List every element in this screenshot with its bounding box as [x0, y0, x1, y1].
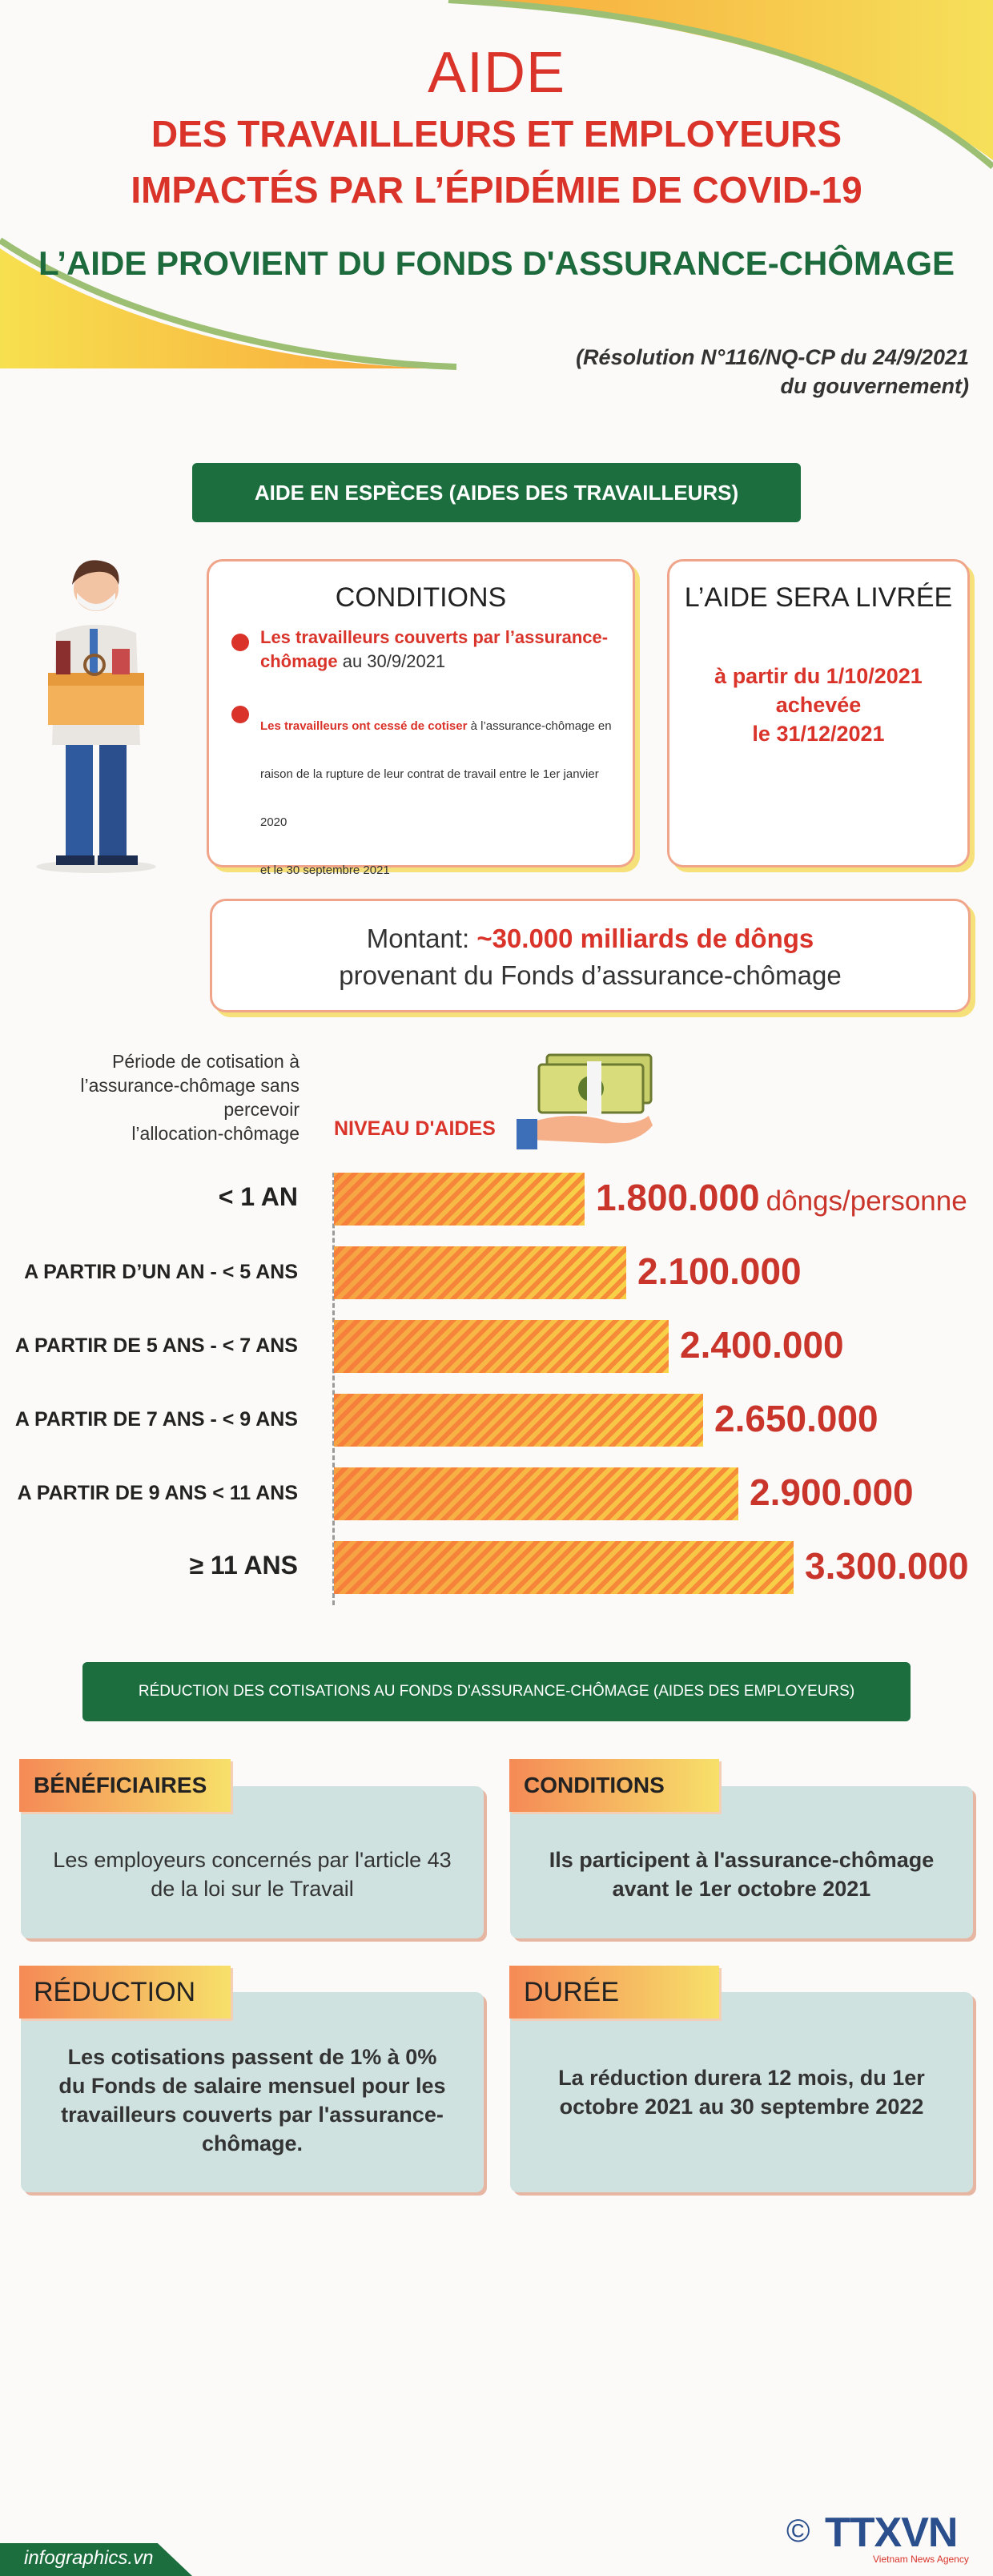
category-header-line: l’assurance-chômage sans [80, 1075, 300, 1096]
bullet-icon [231, 706, 249, 723]
chart-value-header: NIVEAU D'AIDES [334, 1117, 496, 1140]
bar-value-label: 2.100.000 [637, 1250, 802, 1292]
title-line-1: DES TRAVAILLEURS ET EMPLOYEURS [151, 113, 842, 155]
duree-heading: DURÉE [509, 1966, 719, 2019]
chart-category-header [48, 1049, 300, 1145]
bar-shade [334, 1394, 703, 1447]
delivery-title: L’AIDE SERA LIVRÉE [684, 582, 953, 613]
condition-item-2-rest: à l’assurance-chômage en [467, 719, 612, 733]
money-hand-icon [517, 1045, 661, 1149]
amount-value: ~30.000 milliards de dôngs [476, 924, 814, 953]
bullet-icon [231, 634, 249, 651]
delivery-line-2: achevée [775, 693, 862, 717]
condition-item-2-line-2: raison de la rupture de leur contrat de travail entre le 1er janvier 2020 [260, 767, 599, 829]
bar-shade [334, 1467, 738, 1520]
unit-label: dôngs/personne [766, 1185, 967, 1217]
resolution-line-1: (Résolution N°116/NQ-CP du 24/9/2021 [576, 345, 969, 369]
conditions-card [207, 559, 635, 877]
resolution-note [408, 343, 969, 400]
condition-item-2-line-3: et le 30 septembre 2021 [260, 863, 390, 877]
bar-value-label: 3.300.000 [805, 1545, 969, 1587]
reduction-heading: RÉDUCTION [19, 1966, 231, 2019]
page-title: AIDE [427, 41, 566, 105]
condition-item-1-bold: Les travailleurs couverts par l’assurance-chômage [260, 627, 609, 671]
conditions-employer-text: Ils participent à l'assurance-chômage avant le 1er octobre 2021 [549, 1848, 935, 1901]
bar [334, 1320, 669, 1373]
delivery-dates [669, 662, 967, 748]
ttxvn-logo: TTXVN [825, 2510, 958, 2556]
bar-shade [334, 1320, 669, 1373]
bar-category-label: ≥ 11 ANS [189, 1551, 298, 1580]
bar-value-label: 2.650.000 [714, 1398, 878, 1439]
bar [334, 1541, 794, 1594]
bar-value-label: 1.800.000 dôngs/personne [596, 1177, 967, 1218]
amount-card [210, 899, 971, 1012]
reduction-text: Les cotisations passent de 1% à 0% du Fonds de salaire mensuel pour les travailleurs couverts par l'assurance-chômage. [58, 2045, 446, 2155]
logo-subtitle: Vietnam News Agency [873, 2554, 969, 2565]
category-header-line: l’allocation-chômage [131, 1123, 300, 1144]
beneficiaires-heading: BÉNÉFICIAIRES [19, 1759, 231, 1812]
category-header-line: percevoir [223, 1099, 300, 1120]
bar-value-label: 2.400.000 [680, 1324, 844, 1366]
bar-category-label: < 1 AN [218, 1182, 298, 1211]
amount-line-1 [212, 924, 968, 954]
conditions-employer-heading: CONDITIONS [509, 1759, 719, 1812]
bar-shade [334, 1541, 794, 1594]
aid-level-chart [0, 1161, 993, 1610]
section1-banner: AIDE EN ESPÈCES (AIDES DES TRAVAILLEURS) [192, 463, 801, 522]
bar-shade [334, 1246, 626, 1299]
title-line-2: IMPACTÉS PAR L’ÉPIDÉMIE DE COVID-19 [131, 169, 862, 211]
chart-axis [332, 1173, 335, 1605]
duree-card [510, 1992, 973, 2192]
delivery-line-1: à partir du 1/10/2021 [714, 664, 923, 688]
condition-item-1 [260, 626, 613, 674]
bar-shade [334, 1173, 585, 1226]
category-header-line: Période de cotisation à [112, 1051, 300, 1072]
section2-banner: RÉDUCTION DES COTISATIONS AU FONDS D'ASSURANCE-CHÔMAGE (AIDES DES EMPLOYEURS) [82, 1662, 911, 1721]
bar-value-label: 2.900.000 [750, 1471, 914, 1513]
bar [334, 1246, 626, 1299]
condition-item-2 [260, 702, 621, 895]
delivery-card [667, 559, 970, 867]
bar [334, 1173, 585, 1226]
delivery-line-3: le 31/12/2021 [752, 722, 885, 746]
footer-source: infographics.vn [24, 2547, 154, 2569]
bar [334, 1467, 738, 1520]
condition-item-1-rest: au 30/9/2021 [337, 651, 446, 671]
reduction-card [21, 1992, 484, 2192]
conditions-title: CONDITIONS [335, 582, 507, 613]
duree-text: La réduction durera 12 mois, du 1er octobre 2021 au 30 septembre 2022 [558, 2066, 925, 2119]
amount-prefix: Montant: [366, 924, 477, 953]
condition-item-2-bold: Les travailleurs ont cessé de cotiser [260, 719, 468, 733]
bar-category-label: A PARTIR D’UN AN - < 5 ANS [24, 1261, 298, 1283]
bar-category-label: A PARTIR DE 5 ANS - < 7 ANS [14, 1334, 298, 1357]
worker-illustration [24, 553, 168, 873]
amount-line-2: provenant du Fonds d’assurance-chômage [339, 960, 842, 990]
subtitle: L’AIDE PROVIENT DU FONDS D'ASSURANCE-CHÔMAGE [38, 244, 955, 282]
bar-category-label: A PARTIR DE 9 ANS < 11 ANS [17, 1482, 298, 1504]
copyright-symbol: © [786, 2514, 810, 2549]
beneficiaires-text: Les employeurs concernés par l'article 43 de la loi sur le Travail [53, 1848, 452, 1901]
bar-category-label: A PARTIR DE 7 ANS - < 9 ANS [14, 1408, 298, 1431]
bar [334, 1394, 703, 1447]
resolution-line-2: du gouvernement) [780, 374, 969, 398]
